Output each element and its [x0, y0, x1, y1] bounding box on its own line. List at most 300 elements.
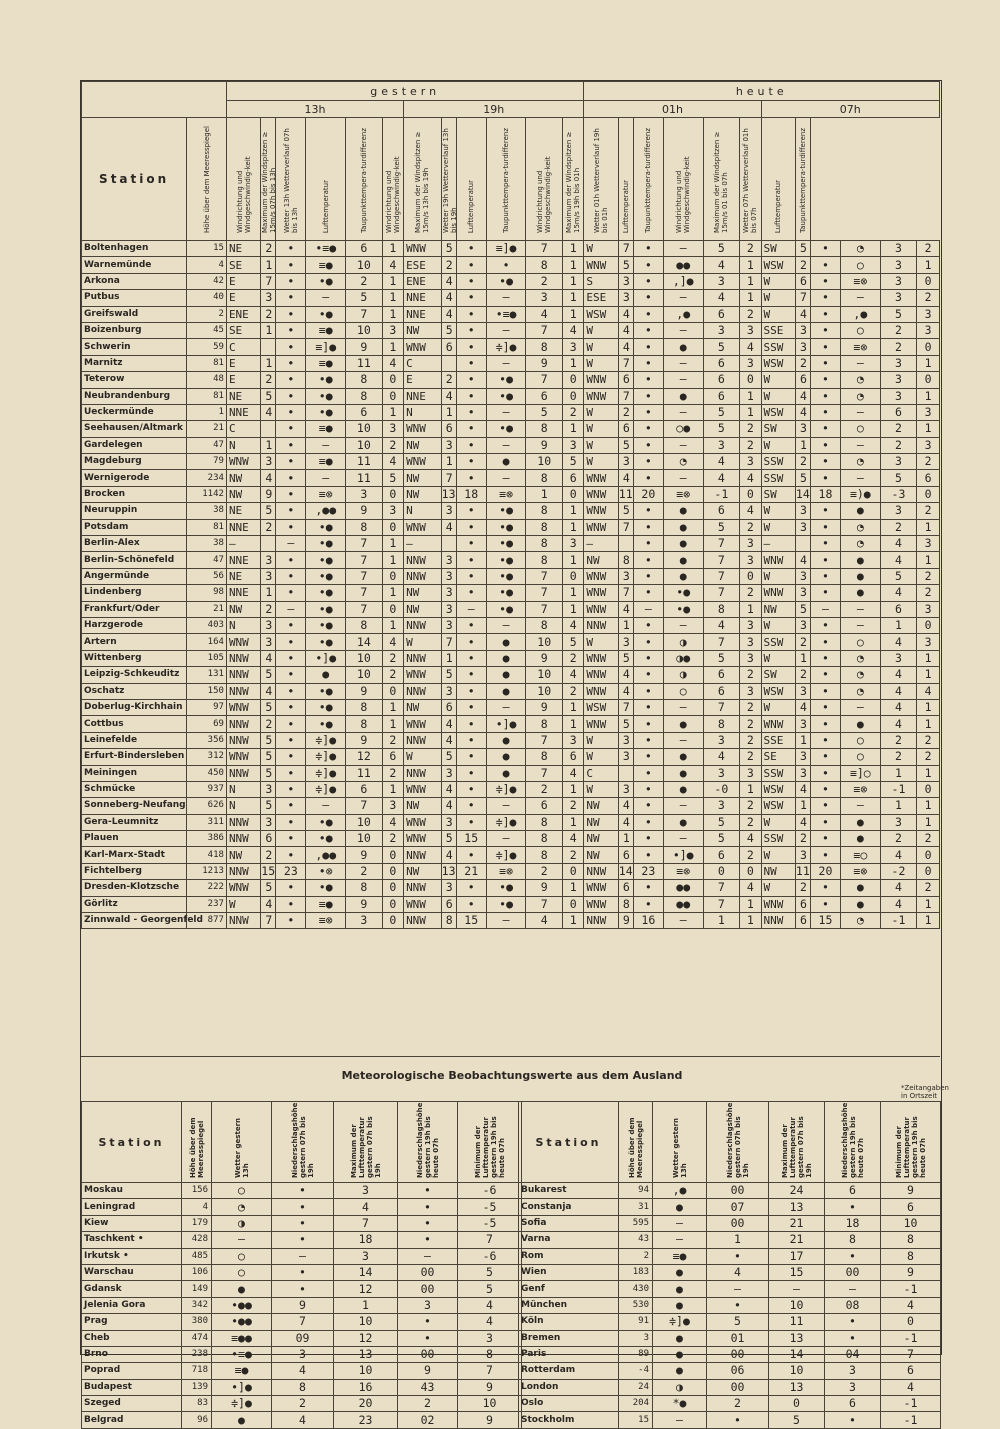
wind-dir-19h: WNW [404, 519, 442, 535]
wind-speed-13h: 3 [261, 781, 276, 797]
dewpoint-13h: 1 [382, 404, 403, 420]
weather-19h: •● [486, 880, 526, 896]
foreign-precip-day: • [707, 1248, 769, 1264]
foreign-min-temp: -1 [881, 1281, 941, 1297]
weather-report-sheet [80, 80, 949, 1427]
dewpoint-07h: 3 [917, 306, 940, 322]
foreign-station-header: Station [519, 1102, 619, 1183]
wind-speed-19h: 3 [441, 568, 456, 584]
foreign-station-row [82, 1363, 522, 1379]
wind-speed-13h: 5 [261, 388, 276, 404]
foreign-min-temp: 4 [458, 1314, 522, 1330]
temp-13h: 10 [346, 831, 383, 847]
wind-dir-01h: W [584, 749, 618, 765]
wind-speed-07h: 2 [795, 667, 810, 683]
station-height: 21 [187, 601, 227, 617]
gust-01h: 16 [633, 913, 663, 929]
gust-13h: • [276, 486, 306, 502]
foreign-min-temp: 6 [881, 1199, 941, 1215]
column-header-c01-0: Windrichtung und Windgeschwindig-keit [526, 118, 563, 241]
gust-19h: • [456, 404, 486, 420]
station-name: Meiningen [82, 765, 187, 781]
foreign-precip-night: • [398, 1183, 458, 1199]
wind-dir-13h: ENE [226, 306, 260, 322]
wind-speed-13h: 9 [261, 486, 276, 502]
temp-07h: 2 [880, 421, 917, 437]
gust-01h: • [633, 831, 663, 847]
station-height: 105 [187, 650, 227, 666]
dewpoint-01h: 0 [740, 372, 761, 388]
wind-speed-19h: 3 [441, 814, 456, 830]
weather-13h: ≡]● [306, 339, 346, 355]
temp-01h: 6 [703, 667, 740, 683]
station-row [82, 421, 940, 437]
gust-19h: • [456, 814, 486, 830]
wind-speed-01h: 2 [618, 404, 633, 420]
gust-01h: 23 [633, 863, 663, 879]
foreign-min-temp: 10 [458, 1396, 522, 1412]
weather-19h: ● [486, 749, 526, 765]
foreign-min-temp: -6 [458, 1248, 522, 1264]
wind-dir-13h: WNW [226, 749, 260, 765]
temp-07h: 4 [880, 585, 917, 601]
temp-19h: 9 [526, 650, 563, 666]
gust-07h: 15 [810, 913, 840, 929]
foreign-station-row [519, 1314, 941, 1330]
temp-07h: 3 [880, 273, 917, 289]
station-name: Brocken [82, 486, 187, 502]
gust-01h: • [633, 536, 663, 552]
station-name: Harzgerode [82, 617, 187, 633]
weather-01h: – [663, 732, 703, 748]
wind-speed-07h: 3 [795, 765, 810, 781]
time-01h-header: 01h [584, 101, 761, 118]
temp-13h: 3 [346, 486, 383, 502]
foreign-min-temp: 8 [881, 1248, 941, 1264]
gust-19h: • [456, 716, 486, 732]
foreign-station-name: Jelenia Gora [82, 1297, 182, 1313]
station-row [82, 388, 940, 404]
dewpoint-19h: 6 [562, 470, 583, 486]
gust-07h: • [810, 421, 840, 437]
station-name: Gera-Leumnitz [82, 814, 187, 830]
gust-07h: • [810, 617, 840, 633]
temp-01h: 4 [703, 290, 740, 306]
dewpoint-13h: 2 [382, 437, 403, 453]
temp-07h: 4 [880, 683, 917, 699]
gust-07h: • [810, 568, 840, 584]
gust-19h: • [456, 781, 486, 797]
temp-13h: 2 [346, 273, 383, 289]
gust-19h: 15 [456, 831, 486, 847]
wind-dir-01h: WNW [584, 388, 618, 404]
temp-07h: 3 [880, 388, 917, 404]
foreign-left-header [82, 1102, 522, 1183]
station-row [82, 765, 940, 781]
station-row [82, 503, 940, 519]
temp-13h: 7 [346, 798, 383, 814]
temp-01h: 6 [703, 847, 740, 863]
dewpoint-19h: 0 [562, 896, 583, 912]
dewpoint-19h: 2 [562, 798, 583, 814]
foreign-station-name: Rotterdam [519, 1363, 619, 1379]
station-name: Putbus [82, 290, 187, 306]
wind-speed-13h: 2 [261, 519, 276, 535]
temp-07h: 1 [880, 617, 917, 633]
gust-13h: • [276, 322, 306, 338]
weather-13h: ,●● [306, 503, 346, 519]
foreign-min-temp: 9 [881, 1183, 941, 1199]
station-height: 937 [187, 781, 227, 797]
column-header-c07-0: Windrichtung und Windgeschwindig-keit [663, 118, 703, 241]
dewpoint-01h: 2 [740, 732, 761, 748]
temp-07h: 5 [880, 470, 917, 486]
gust-01h: • [633, 290, 663, 306]
dewpoint-01h: 0 [740, 863, 761, 879]
wind-dir-07h: WSW [761, 798, 795, 814]
temp-01h: 7 [703, 568, 740, 584]
wind-dir-19h: NW [404, 699, 442, 715]
dewpoint-07h: 2 [917, 831, 940, 847]
foreign-station-name: Moskau [82, 1183, 182, 1199]
gust-07h: • [810, 585, 840, 601]
temp-07h: 1 [880, 798, 917, 814]
foreign-weather-13h: ● [653, 1199, 707, 1215]
wind-dir-01h: WNW [584, 683, 618, 699]
dewpoint-19h: 1 [562, 306, 583, 322]
weather-19h: – [486, 404, 526, 420]
wind-speed-01h: 3 [618, 732, 633, 748]
foreign-height: 89 [619, 1346, 653, 1362]
station-height: 131 [187, 667, 227, 683]
wind-speed-19h: 5 [441, 831, 456, 847]
dewpoint-07h: 1 [917, 716, 940, 732]
wind-dir-01h: NNW [584, 617, 618, 633]
temp-01h: 1 [703, 913, 740, 929]
weather-13h: •● [306, 519, 346, 535]
weather-01h: – [663, 355, 703, 371]
foreign-max-temp: 15 [769, 1264, 825, 1280]
temp-01h: 3 [703, 322, 740, 338]
station-height: 81 [187, 388, 227, 404]
dewpoint-13h: 1 [382, 585, 403, 601]
station-row [82, 470, 940, 486]
temp-19h: 1 [526, 486, 563, 502]
gust-07h: • [810, 241, 840, 257]
temp-01h: 5 [703, 814, 740, 830]
wind-speed-07h [795, 536, 810, 552]
wind-speed-19h: 3 [441, 552, 456, 568]
foreign-max-temp: 10 [334, 1363, 398, 1379]
temp-01h: 3 [703, 437, 740, 453]
station-height: 21 [187, 421, 227, 437]
wind-speed-19h: 7 [441, 634, 456, 650]
weather-01h: – [663, 699, 703, 715]
temp-19h: 8 [526, 814, 563, 830]
gust-01h: • [633, 257, 663, 273]
temp-07h: -3 [880, 486, 917, 502]
wind-dir-19h: NW [404, 585, 442, 601]
column-header-c07-2: Wetter 07h Wetterverlauf 01h bis 07h [740, 118, 761, 241]
weather-19h: ● [486, 634, 526, 650]
temp-07h: 4 [880, 634, 917, 650]
foreign-max-temp: 7 [334, 1215, 398, 1231]
gust-01h: • [633, 814, 663, 830]
station-height: 2 [187, 306, 227, 322]
gust-13h: • [276, 617, 306, 633]
station-name: Potsdam [82, 519, 187, 535]
temp-19h: 7 [526, 322, 563, 338]
weather-13h: •● [306, 634, 346, 650]
column-header-c13-0: Windrichtung und Windgeschwindig-keit [226, 118, 260, 241]
station-name: Schmücke [82, 781, 187, 797]
station-row [82, 273, 940, 289]
dewpoint-19h: 3 [562, 536, 583, 552]
wind-speed-07h: 3 [795, 716, 810, 732]
gust-01h: • [633, 667, 663, 683]
wind-speed-19h: 4 [441, 388, 456, 404]
dewpoint-01h: 2 [740, 699, 761, 715]
gust-19h: • [456, 290, 486, 306]
temp-01h: 6 [703, 372, 740, 388]
gust-19h: • [456, 372, 486, 388]
wind-speed-07h: 3 [795, 568, 810, 584]
dewpoint-13h: 2 [382, 831, 403, 847]
wind-dir-07h: NNW [761, 913, 795, 929]
wind-dir-19h: E [404, 372, 442, 388]
temp-01h: 7 [703, 634, 740, 650]
foreign-right-header [519, 1102, 941, 1183]
foreign-station-name: Bukarest [519, 1183, 619, 1199]
weather-01h: ●● [663, 257, 703, 273]
temp-07h: 3 [880, 355, 917, 371]
gust-19h: • [456, 798, 486, 814]
temp-01h: 0 [703, 863, 740, 879]
station-height: 56 [187, 568, 227, 584]
temp-19h: 9 [526, 437, 563, 453]
weather-01h: – [663, 290, 703, 306]
temp-19h: 3 [526, 290, 563, 306]
temp-19h: 8 [526, 503, 563, 519]
station-row [82, 798, 940, 814]
wind-speed-07h: 3 [795, 585, 810, 601]
weather-07h: ≡⊗ [840, 273, 880, 289]
temp-19h: 8 [526, 339, 563, 355]
foreign-precip-day: 09 [272, 1330, 334, 1346]
gust-19h: • [456, 568, 486, 584]
temp-19h: 7 [526, 732, 563, 748]
gust-01h: • [633, 388, 663, 404]
station-row [82, 322, 940, 338]
wind-dir-07h: W [761, 650, 795, 666]
foreign-precip-night: – [825, 1281, 881, 1297]
wind-dir-13h: N [226, 781, 260, 797]
dewpoint-13h: 0 [382, 486, 403, 502]
station-name: Boizenburg [82, 322, 187, 338]
weather-19h: ≡⊗ [486, 863, 526, 879]
foreign-height: 106 [182, 1264, 212, 1280]
gust-01h: • [633, 519, 663, 535]
wind-speed-07h: 1 [795, 732, 810, 748]
foreign-weather-13h: •]● [212, 1379, 272, 1395]
temp-13h: 11 [346, 470, 383, 486]
foreign-max-temp: 11 [769, 1314, 825, 1330]
temp-01h: -1 [703, 486, 740, 502]
foreign-max-temp: 13 [334, 1346, 398, 1362]
wind-dir-13h: NE [226, 241, 260, 257]
wind-dir-13h: SE [226, 322, 260, 338]
station-height: 15 [187, 241, 227, 257]
foreign-station-name: Budapest [82, 1379, 182, 1395]
wind-speed-19h: 13 [441, 487, 456, 502]
wind-dir-19h: NW [404, 863, 442, 879]
wind-dir-07h: WNW [761, 552, 795, 568]
foreign-weather-13h: ≡● [653, 1248, 707, 1264]
weather-13h: •● [306, 306, 346, 322]
weather-07h: ◔ [840, 683, 880, 699]
weather-13h: •≡● [306, 241, 346, 257]
weather-13h: •● [306, 814, 346, 830]
foreign-height: 183 [619, 1264, 653, 1280]
temp-13h: 7 [346, 568, 383, 584]
wind-dir-19h: NNW [404, 765, 442, 781]
gust-01h: • [633, 699, 663, 715]
wind-dir-07h: W [761, 699, 795, 715]
dewpoint-19h: 1 [562, 355, 583, 371]
station-height: 234 [187, 470, 227, 486]
blank-area [81, 928, 940, 1057]
weather-13h: – [306, 290, 346, 306]
wind-speed-07h: 2 [795, 634, 810, 650]
station-height: 98 [187, 585, 227, 601]
temp-07h: 4 [880, 699, 917, 715]
foreign-precip-night: 2 [398, 1396, 458, 1412]
wind-speed-19h: 5 [441, 667, 456, 683]
weather-13h: ≑]● [306, 765, 346, 781]
temp-13h: 7 [346, 585, 383, 601]
weather-07h: ● [840, 503, 880, 519]
gust-13h: • [276, 290, 306, 306]
temp-01h: 4 [703, 617, 740, 633]
station-row [82, 863, 940, 879]
dewpoint-19h: 0 [562, 568, 583, 584]
foreign-station-row [82, 1297, 522, 1313]
temp-07h: 3 [880, 241, 917, 257]
wind-dir-13h: NNW [226, 913, 260, 929]
column-header-c01-4: Taupunkttempera-turdifferenz [633, 118, 663, 241]
wind-dir-07h: – [761, 536, 795, 552]
gust-01h: – [633, 601, 663, 617]
temp-07h: 2 [880, 519, 917, 535]
wind-speed-13h: 2 [261, 306, 276, 322]
gust-19h: • [456, 896, 486, 912]
temp-19h: 6 [526, 798, 563, 814]
wind-dir-01h: W [584, 732, 618, 748]
temp-19h: 2 [526, 781, 563, 797]
gust-19h: • [456, 634, 486, 650]
wind-dir-13h: NNW [226, 716, 260, 732]
weather-13h: •● [306, 536, 346, 552]
station-name: Artern [82, 634, 187, 650]
foreign-station-row [82, 1248, 522, 1264]
gust-07h: • [810, 650, 840, 666]
gust-13h: – [276, 536, 306, 552]
weather-13h: – [306, 437, 346, 453]
weather-07h: – [840, 601, 880, 617]
temp-01h: 6 [703, 306, 740, 322]
temp-13h: 6 [346, 404, 383, 420]
weather-01h: ● [663, 339, 703, 355]
foreign-station-name: Gdansk [82, 1281, 182, 1297]
gust-13h: • [276, 388, 306, 404]
wind-speed-07h: 1 [795, 437, 810, 453]
wind-speed-01h: 4 [618, 667, 633, 683]
timezone-note: *Zeitangaben in Ortszeit [901, 1084, 949, 1100]
weather-19h: – [486, 355, 526, 371]
wind-speed-13h: 5 [261, 667, 276, 683]
foreign-max-temp: 14 [769, 1346, 825, 1362]
weather-01h: ● [663, 552, 703, 568]
gust-13h: • [276, 273, 306, 289]
foreign-precip-night: • [398, 1330, 458, 1346]
station-name: Neubrandenburg [82, 388, 187, 404]
weather-07h: ● [840, 552, 880, 568]
gust-13h: • [276, 847, 306, 863]
foreign-column-header-0: Höhe über dem Meeresspiegel [182, 1102, 212, 1183]
gust-19h: • [456, 667, 486, 683]
foreign-precip-day: 06 [707, 1363, 769, 1379]
foreign-weather-13h: *● [653, 1396, 707, 1412]
foreign-precip-night: – [398, 1248, 458, 1264]
station-height: 356 [187, 732, 227, 748]
foreign-min-temp: 6 [881, 1363, 941, 1379]
gust-13h: • [276, 519, 306, 535]
gust-19h: • [456, 339, 486, 355]
weather-01h: ● [663, 536, 703, 552]
foreign-column-header-1: Wetter gestern 13h [212, 1102, 272, 1183]
dewpoint-01h: 3 [740, 683, 761, 699]
foreign-precip-night: 18 [825, 1215, 881, 1231]
dewpoint-19h: 1 [562, 880, 583, 896]
dewpoint-13h: 4 [382, 257, 403, 273]
temp-19h: 8 [526, 617, 563, 633]
dewpoint-07h: 2 [917, 454, 940, 470]
weather-07h: ,● [840, 306, 880, 322]
wind-speed-07h: 4 [795, 781, 810, 797]
dewpoint-19h: 1 [562, 716, 583, 732]
foreign-precip-day: 00 [707, 1215, 769, 1231]
station-name: Seehausen/Altmark [82, 421, 187, 437]
gust-07h: • [810, 322, 840, 338]
gust-07h: • [810, 634, 840, 650]
dewpoint-01h: 1 [740, 913, 761, 929]
temp-07h: -2 [880, 863, 917, 879]
wind-speed-19h: 3 [441, 617, 456, 633]
wind-dir-07h: WSW [761, 683, 795, 699]
wind-dir-07h: W [761, 503, 795, 519]
weather-01h: ● [663, 388, 703, 404]
foreign-station-name: Varna [519, 1232, 619, 1248]
wind-dir-07h: W [761, 568, 795, 584]
weather-07h: ≡○ [840, 847, 880, 863]
column-header-c13-2: Wetter 13h Wetterverlauf 07h bis 13h [276, 118, 306, 241]
weather-19h: •● [486, 536, 526, 552]
foreign-min-temp: 4 [881, 1297, 941, 1313]
weather-07h: ◔ [840, 650, 880, 666]
gust-07h: • [810, 683, 840, 699]
wind-dir-07h: WSW [761, 257, 795, 273]
foreign-station-row [519, 1330, 941, 1346]
